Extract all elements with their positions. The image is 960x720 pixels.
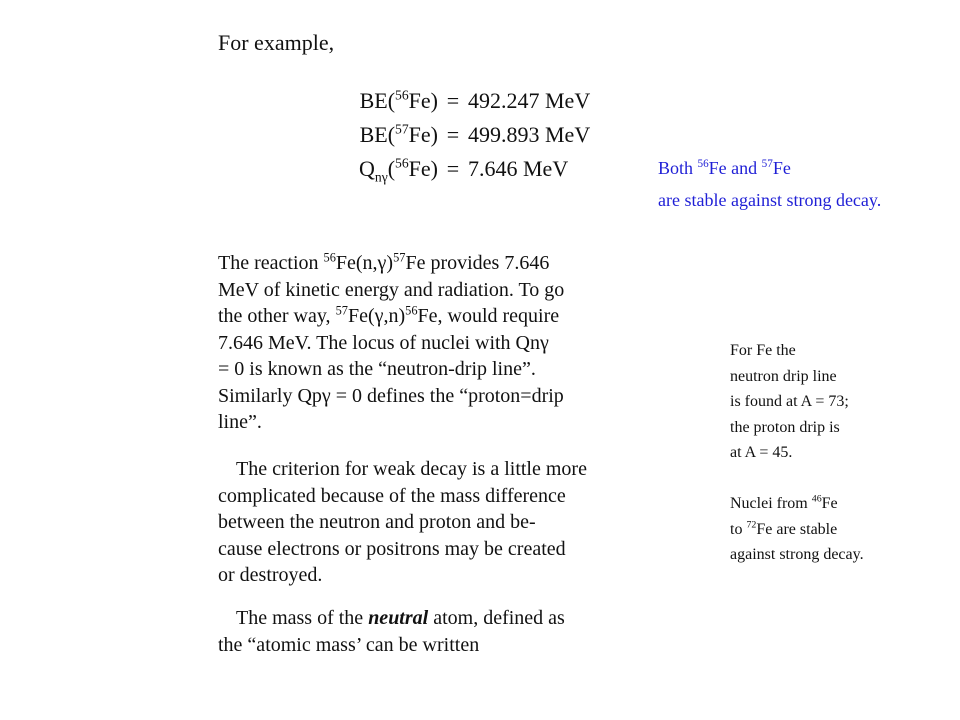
text-line: the other way, $^{57}Fe(\gamma,n)^{56}Fe$, would require	[218, 303, 560, 327]
intro-text: For example,	[218, 30, 335, 55]
text-line: MeV of kinetic energy and radiation. To go	[218, 278, 565, 301]
text-line: against strong decay.	[730, 546, 864, 563]
text-line: For Fe the	[730, 342, 796, 359]
equals-sign: =	[446, 122, 460, 147]
equation-rhs: 499.893 MeV	[468, 122, 591, 147]
paragraph-atomic-mass	[218, 605, 638, 658]
text-line: = 0 is known as the “neutron-drip line”.	[218, 358, 536, 380]
text-line: cause electrons or positrons may be created	[218, 537, 566, 560]
text-line: complicated because of the mass difference	[218, 484, 566, 507]
equation-rhs: 492.247 MeV	[468, 88, 591, 113]
equation-lhs: $Q_{n\gamma}(^{56}Fe)$	[358, 155, 438, 185]
text-line: the proton drip is	[730, 418, 840, 436]
equals-sign: =	[446, 88, 460, 113]
equation-lhs: BE($^{57}$Fe)	[359, 121, 438, 147]
text-line: Similarly Qpγ = 0 defines the “proton=drip	[218, 384, 564, 407]
text-line: the “atomic mass’ can be written	[218, 633, 480, 656]
text-line: at A = 45.	[730, 444, 793, 461]
side-note-drip-lines	[730, 338, 864, 568]
blue-note-line-1: Both $^{56}$Fe and $^{57}$Fe	[658, 158, 791, 178]
equals-sign: =	[446, 156, 460, 181]
text-line: or destroyed.	[218, 564, 323, 586]
equation-lhs: BE($^{56}$Fe)	[359, 87, 438, 113]
text-line: The mass of the neutral atom, defined as	[236, 607, 565, 629]
spacer	[730, 466, 864, 492]
blue-note-line-2: are stable against strong decay.	[658, 190, 882, 210]
text-line: Nuclei from $^{46}$Fe	[730, 493, 838, 512]
text-line: The reaction $^{56}Fe(n,\gamma)^{57}Fe$ provides 7.646	[218, 250, 550, 274]
paragraph-reaction	[218, 250, 638, 436]
text-line: 7.646 MeV. The locus of nuclei with Qnγ	[218, 331, 549, 354]
text-line: between the neutron and proton and be-	[218, 511, 536, 533]
text-line: The criterion for weak decay is a little more	[236, 458, 587, 480]
text-line: to $^{72}$Fe are stable	[730, 519, 838, 538]
paragraph-weak-decay	[218, 456, 638, 589]
equation-rhs: 7.646 MeV	[468, 156, 569, 181]
text-line: line”.	[218, 411, 262, 433]
text-line: is found at A = 73;	[730, 393, 849, 410]
text-line: neutron drip line	[730, 367, 837, 385]
